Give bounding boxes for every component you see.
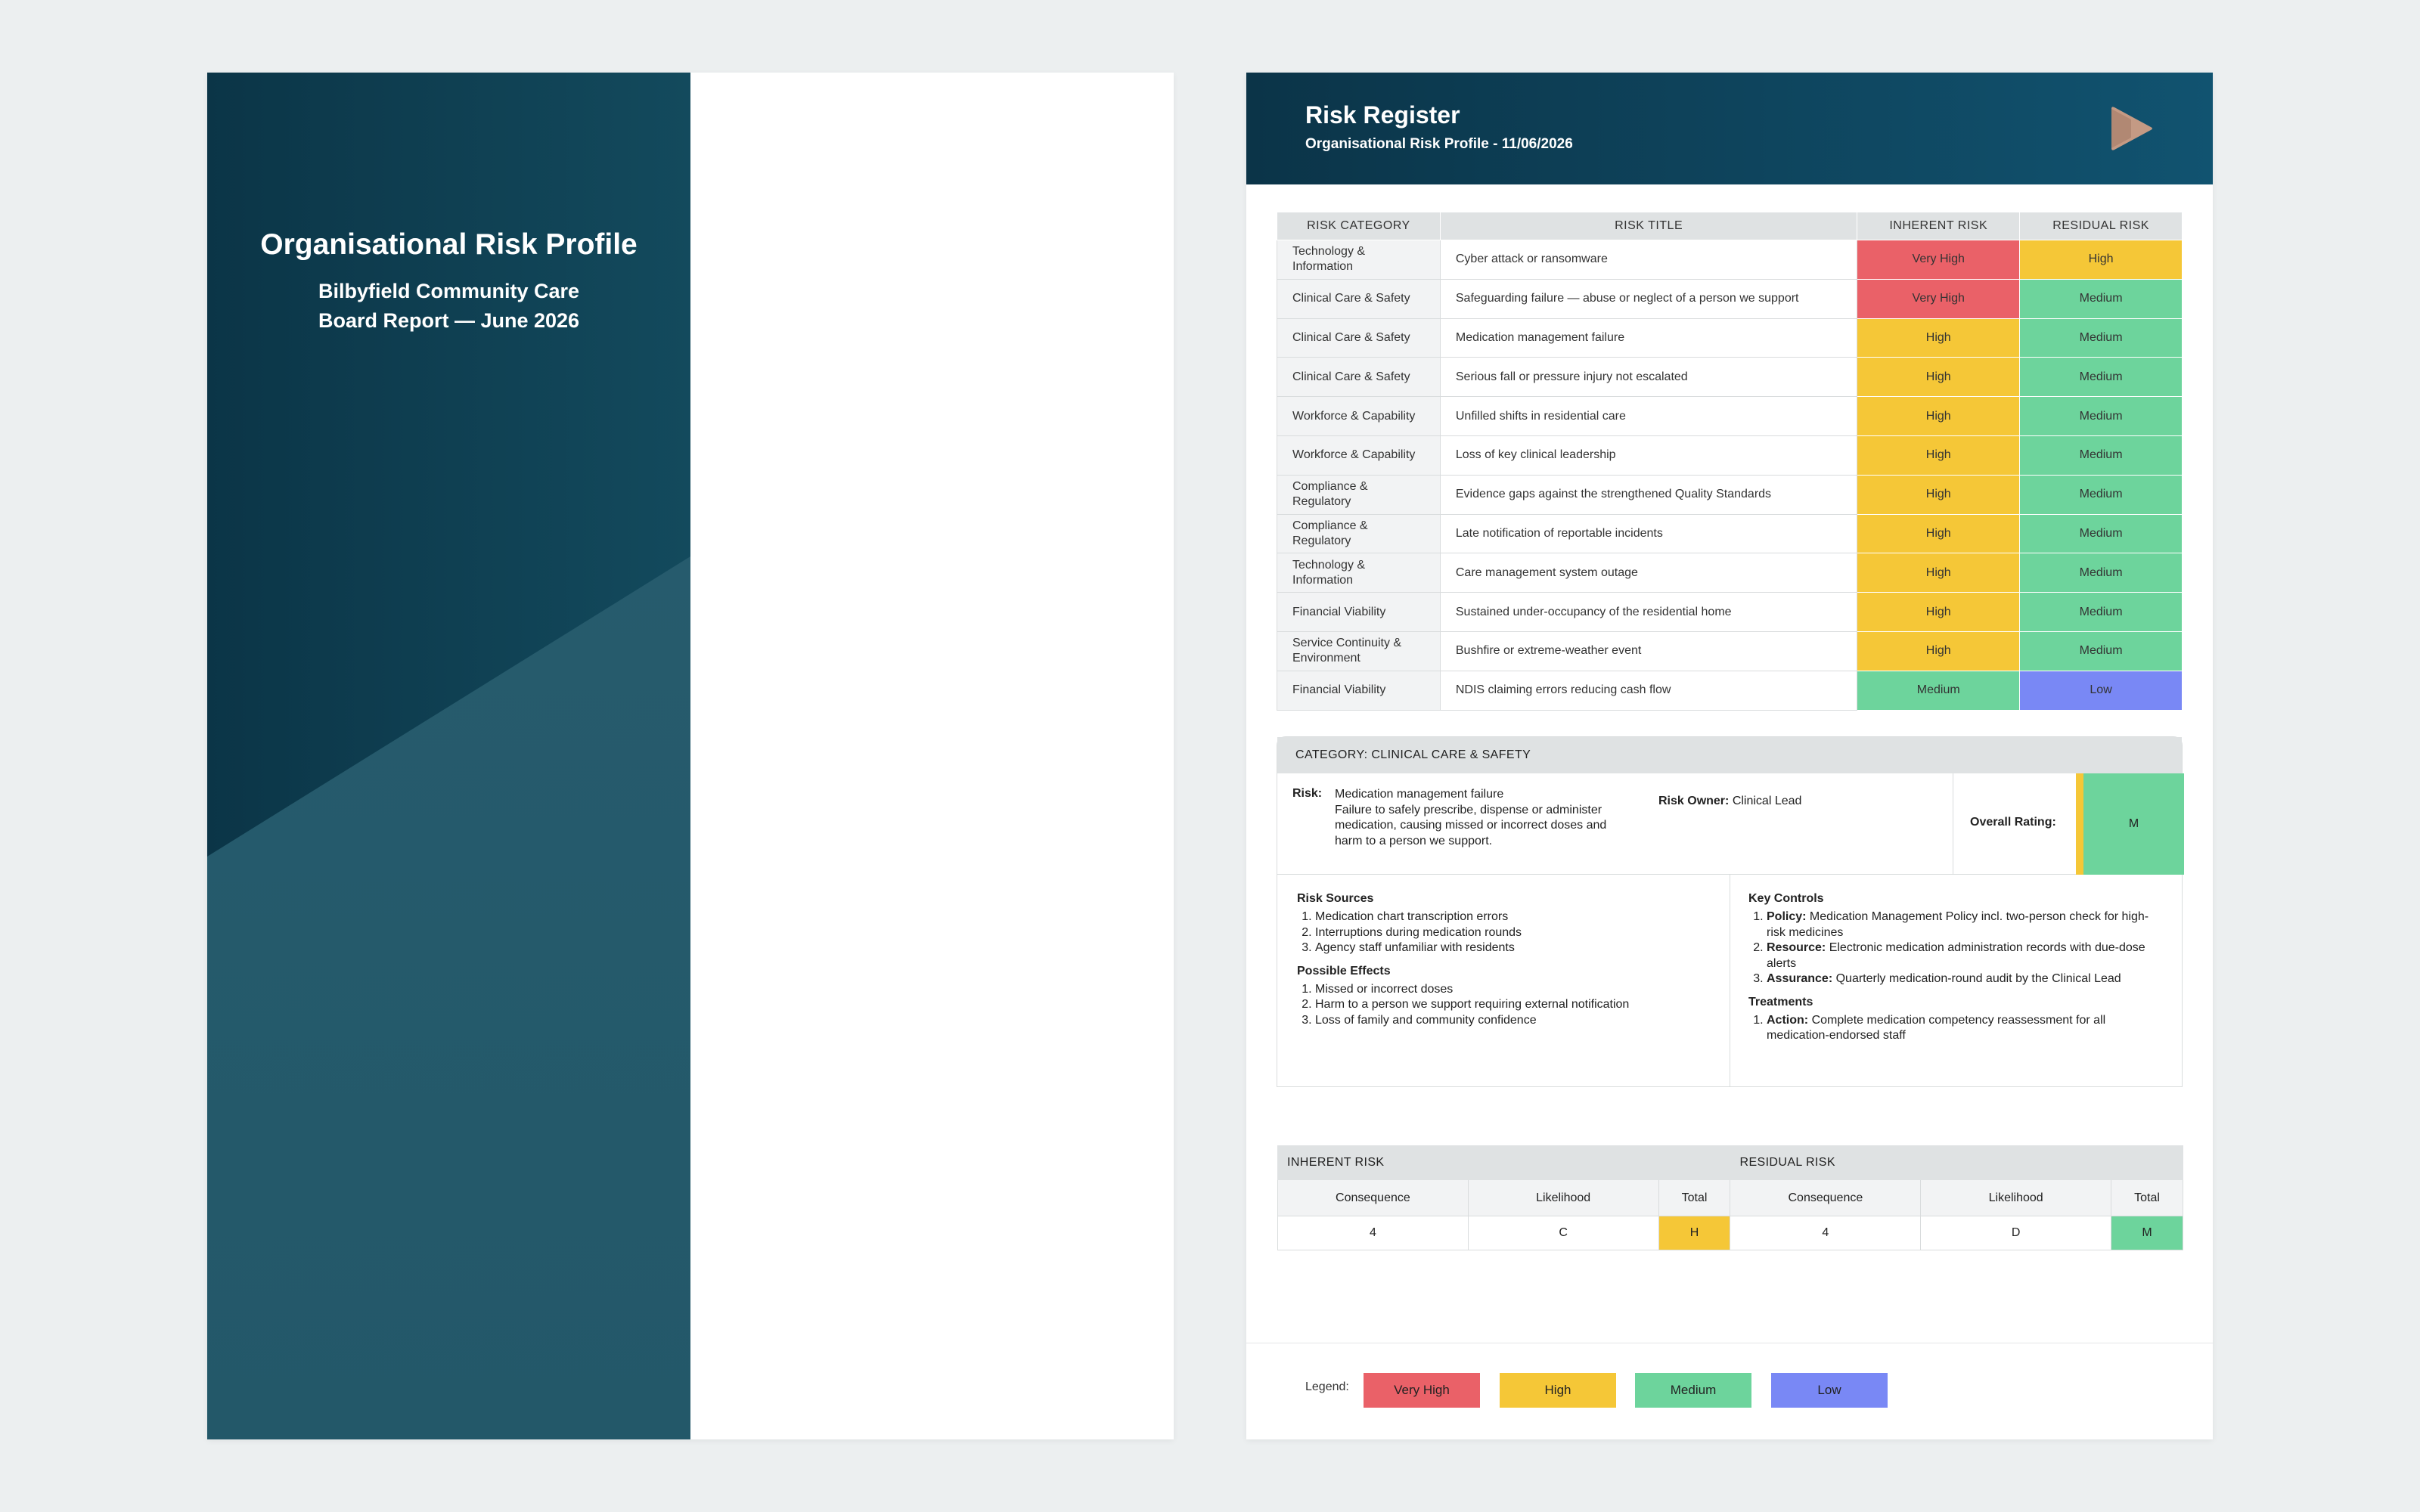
cell-category: Service Continuity & Environment bbox=[1277, 631, 1441, 671]
cover-panel bbox=[207, 73, 690, 1439]
cell-category: Technology & Information bbox=[1277, 240, 1441, 280]
inherent-likelihood: C bbox=[1468, 1216, 1658, 1250]
inherent-risk-heading: INHERENT RISK bbox=[1278, 1146, 1730, 1180]
sources-list bbox=[1315, 909, 1711, 956]
cell-category: Compliance & Regulatory bbox=[1277, 475, 1441, 514]
controls-heading: Key Controls bbox=[1748, 892, 1824, 905]
treatment-label: Action: bbox=[1767, 1013, 1809, 1027]
cell-inherent: High bbox=[1857, 514, 2020, 553]
table-header-row bbox=[1277, 212, 2183, 240]
cell-residual: High bbox=[2020, 240, 2183, 280]
table-row[interactable] bbox=[1277, 397, 2183, 436]
cell-title: Late notification of reportable incidents bbox=[1440, 514, 1857, 553]
cell-residual: Medium bbox=[2020, 593, 2183, 632]
table-row[interactable] bbox=[1277, 475, 2183, 514]
header-total: Total bbox=[2111, 1180, 2183, 1216]
owner-value: Clinical Lead bbox=[1732, 795, 1802, 807]
legend-medium: Medium bbox=[1635, 1373, 1751, 1408]
cell-residual: Medium bbox=[2020, 318, 2183, 358]
list-item bbox=[1767, 909, 2165, 940]
cell-residual: Low bbox=[2020, 671, 2183, 710]
cell-inherent: High bbox=[1857, 358, 2020, 397]
list-item bbox=[1767, 940, 2165, 971]
risk-description: Failure to safely prescribe, dispense or administer medication, causing missed or incorrect doses and harm to a person we support. bbox=[1335, 803, 1607, 847]
cell-category: Technology & Information bbox=[1277, 553, 1441, 593]
header-consequence: Consequence bbox=[1730, 1180, 1921, 1216]
cell-inherent: Very High bbox=[1857, 279, 2020, 318]
list-item bbox=[1767, 971, 2165, 987]
risk-register-table bbox=[1277, 212, 2183, 711]
residual-likelihood: D bbox=[1921, 1216, 2111, 1250]
owner-label: Risk Owner: bbox=[1658, 795, 1730, 807]
table-row[interactable] bbox=[1277, 593, 2183, 632]
cell-inherent: Medium bbox=[1857, 671, 2020, 710]
cell-title: Evidence gaps against the strengthened Quality Standards bbox=[1440, 475, 1857, 514]
cell-inherent: High bbox=[1857, 475, 2020, 514]
cell-category: Clinical Care & Safety bbox=[1277, 279, 1441, 318]
sources-effects-column bbox=[1277, 875, 1730, 1086]
header-total: Total bbox=[1658, 1180, 1730, 1216]
cell-title: Serious fall or pressure injury not escalated bbox=[1440, 358, 1857, 397]
cover-report-date: Board Report — June 2026 bbox=[318, 309, 580, 332]
list-item: 3. Agency staff unfamiliar with residents bbox=[1315, 940, 1711, 956]
list-item bbox=[1767, 1013, 2165, 1044]
cell-title: Sustained under-occupancy of the residential home bbox=[1440, 593, 1857, 632]
control-label: Policy: bbox=[1767, 910, 1807, 923]
cell-title: Medication management failure bbox=[1440, 318, 1857, 358]
cell-inherent: High bbox=[1857, 631, 2020, 671]
overall-rating-value: M bbox=[2083, 773, 2184, 875]
control-text: Medication Management Policy incl. two-person check for high-risk medicines bbox=[1767, 910, 2149, 939]
cell-residual: Medium bbox=[2020, 358, 2183, 397]
control-label: Resource: bbox=[1767, 941, 1826, 954]
cell-residual: Medium bbox=[2020, 514, 2183, 553]
list-item: 2. Interruptions during medication rounds bbox=[1315, 925, 1711, 941]
table-row[interactable] bbox=[1277, 435, 2183, 475]
legend-high: High bbox=[1500, 1373, 1616, 1408]
list-item: 3. Loss of family and community confidence bbox=[1315, 1013, 1711, 1029]
inherent-consequence: 4 bbox=[1278, 1216, 1469, 1250]
controls-treatments-column bbox=[1730, 875, 2183, 1086]
treatment-text: Complete medication competency reassessment for all medication-endorsed staff bbox=[1767, 1013, 2106, 1042]
column-header-inherent: INHERENT RISK bbox=[1857, 212, 2020, 240]
cell-residual: Medium bbox=[2020, 397, 2183, 436]
cell-category: Clinical Care & Safety bbox=[1277, 358, 1441, 397]
sources-heading: Risk Sources bbox=[1297, 892, 1374, 905]
cell-residual: Medium bbox=[2020, 279, 2183, 318]
table-row[interactable] bbox=[1277, 240, 2183, 280]
control-text: Quarterly medication-round audit by the Clinical Lead bbox=[1835, 972, 2121, 985]
page-subtitle: Organisational Risk Profile - 11/06/2026 bbox=[1305, 136, 1573, 152]
cell-inherent: High bbox=[1857, 553, 2020, 593]
header-likelihood: Likelihood bbox=[1921, 1180, 2111, 1216]
table-row[interactable] bbox=[1277, 279, 2183, 318]
list-item: 1. Missed or incorrect doses bbox=[1315, 982, 1711, 998]
risk-name: Medication management failure bbox=[1335, 788, 1504, 801]
residual-consequence: 4 bbox=[1730, 1216, 1921, 1250]
cover-text bbox=[207, 224, 690, 336]
cell-inherent: High bbox=[1857, 435, 2020, 475]
header-likelihood: Likelihood bbox=[1468, 1180, 1658, 1216]
effects-list bbox=[1315, 982, 1711, 1029]
residual-risk-heading: RESIDUAL RISK bbox=[1730, 1146, 2183, 1180]
column-header-category: RISK CATEGORY bbox=[1277, 212, 1441, 240]
cover-page bbox=[207, 73, 1174, 1439]
page-header bbox=[1246, 73, 2213, 184]
table-row[interactable] bbox=[1277, 318, 2183, 358]
score-column-header bbox=[1278, 1180, 2183, 1216]
risk-detail-card bbox=[1277, 736, 2183, 1239]
table-row[interactable] bbox=[1277, 631, 2183, 671]
cell-category: Workforce & Capability bbox=[1277, 397, 1441, 436]
table-row[interactable] bbox=[1277, 553, 2183, 593]
cover-organisation: Bilbyfield Community Care bbox=[318, 280, 580, 302]
table-row[interactable] bbox=[1277, 358, 2183, 397]
cell-inherent: High bbox=[1857, 397, 2020, 436]
risk-text bbox=[1335, 787, 1615, 849]
score-section-header bbox=[1278, 1146, 2183, 1180]
cell-title: NDIS claiming errors reducing cash flow bbox=[1440, 671, 1857, 710]
treatments-heading: Treatments bbox=[1748, 995, 1813, 1009]
cell-category: Compliance & Regulatory bbox=[1277, 514, 1441, 553]
cell-title: Safeguarding failure — abuse or neglect of a person we support bbox=[1440, 279, 1857, 318]
overall-rating-label: Overall Rating: bbox=[1970, 816, 2056, 829]
detail-summary bbox=[1277, 773, 2182, 875]
overall-rating-accent bbox=[2076, 773, 2083, 875]
cell-category: Financial Viability bbox=[1277, 671, 1441, 710]
cell-residual: Medium bbox=[2020, 631, 2183, 671]
cell-title: Cyber attack or ransomware bbox=[1440, 240, 1857, 280]
header-consequence: Consequence bbox=[1278, 1180, 1469, 1216]
overall-rating bbox=[1953, 773, 2183, 875]
cell-title: Unfilled shifts in residential care bbox=[1440, 397, 1857, 436]
cell-category: Workforce & Capability bbox=[1277, 435, 1441, 475]
cell-inherent: Very High bbox=[1857, 240, 2020, 280]
detail-category-header: CATEGORY: CLINICAL CARE & SAFETY bbox=[1277, 737, 2182, 773]
residual-total: M bbox=[2111, 1216, 2183, 1250]
risk-label: Risk: bbox=[1292, 787, 1323, 800]
legend-low: Low bbox=[1771, 1373, 1888, 1408]
column-header-title: RISK TITLE bbox=[1440, 212, 1857, 240]
table-row[interactable] bbox=[1277, 514, 2183, 553]
table-row[interactable] bbox=[1277, 671, 2183, 710]
cell-title: Loss of key clinical leadership bbox=[1440, 435, 1857, 475]
cell-category: Financial Viability bbox=[1277, 593, 1441, 632]
score-values-row bbox=[1278, 1216, 2183, 1250]
control-label: Assurance: bbox=[1767, 972, 1833, 985]
control-text: Electronic medication administration records with due-dose alerts bbox=[1767, 941, 2145, 970]
cell-title: Bushfire or extreme-weather event bbox=[1440, 631, 1857, 671]
controls-list bbox=[1767, 909, 2165, 987]
cover-title: Organisational Risk Profile bbox=[260, 228, 638, 261]
cell-title: Care management system outage bbox=[1440, 553, 1857, 593]
cell-residual: Medium bbox=[2020, 435, 2183, 475]
treatments-list bbox=[1767, 1013, 2165, 1044]
cell-residual: Medium bbox=[2020, 553, 2183, 593]
page-title: Risk Register bbox=[1305, 101, 1460, 129]
cell-category: Clinical Care & Safety bbox=[1277, 318, 1441, 358]
risk-owner bbox=[1658, 795, 1801, 808]
legend-very-high: Very High bbox=[1364, 1373, 1480, 1408]
cell-inherent: High bbox=[1857, 593, 2020, 632]
list-item: 1. Medication chart transcription errors bbox=[1315, 909, 1711, 925]
cell-residual: Medium bbox=[2020, 475, 2183, 514]
risk-score-table bbox=[1277, 1145, 2183, 1250]
cell-inherent: High bbox=[1857, 318, 2020, 358]
column-header-residual: RESIDUAL RISK bbox=[2020, 212, 2183, 240]
table-body bbox=[1277, 240, 2183, 711]
detail-body bbox=[1277, 875, 2182, 1086]
inherent-total: H bbox=[1658, 1216, 1730, 1250]
effects-heading: Possible Effects bbox=[1297, 964, 1391, 978]
list-item: 2. Harm to a person we support requiring external notification bbox=[1315, 997, 1711, 1013]
risk-register-page bbox=[1246, 73, 2213, 1439]
legend-label: Legend: bbox=[1305, 1380, 1349, 1393]
play-triangle-logo-icon bbox=[2108, 104, 2157, 153]
